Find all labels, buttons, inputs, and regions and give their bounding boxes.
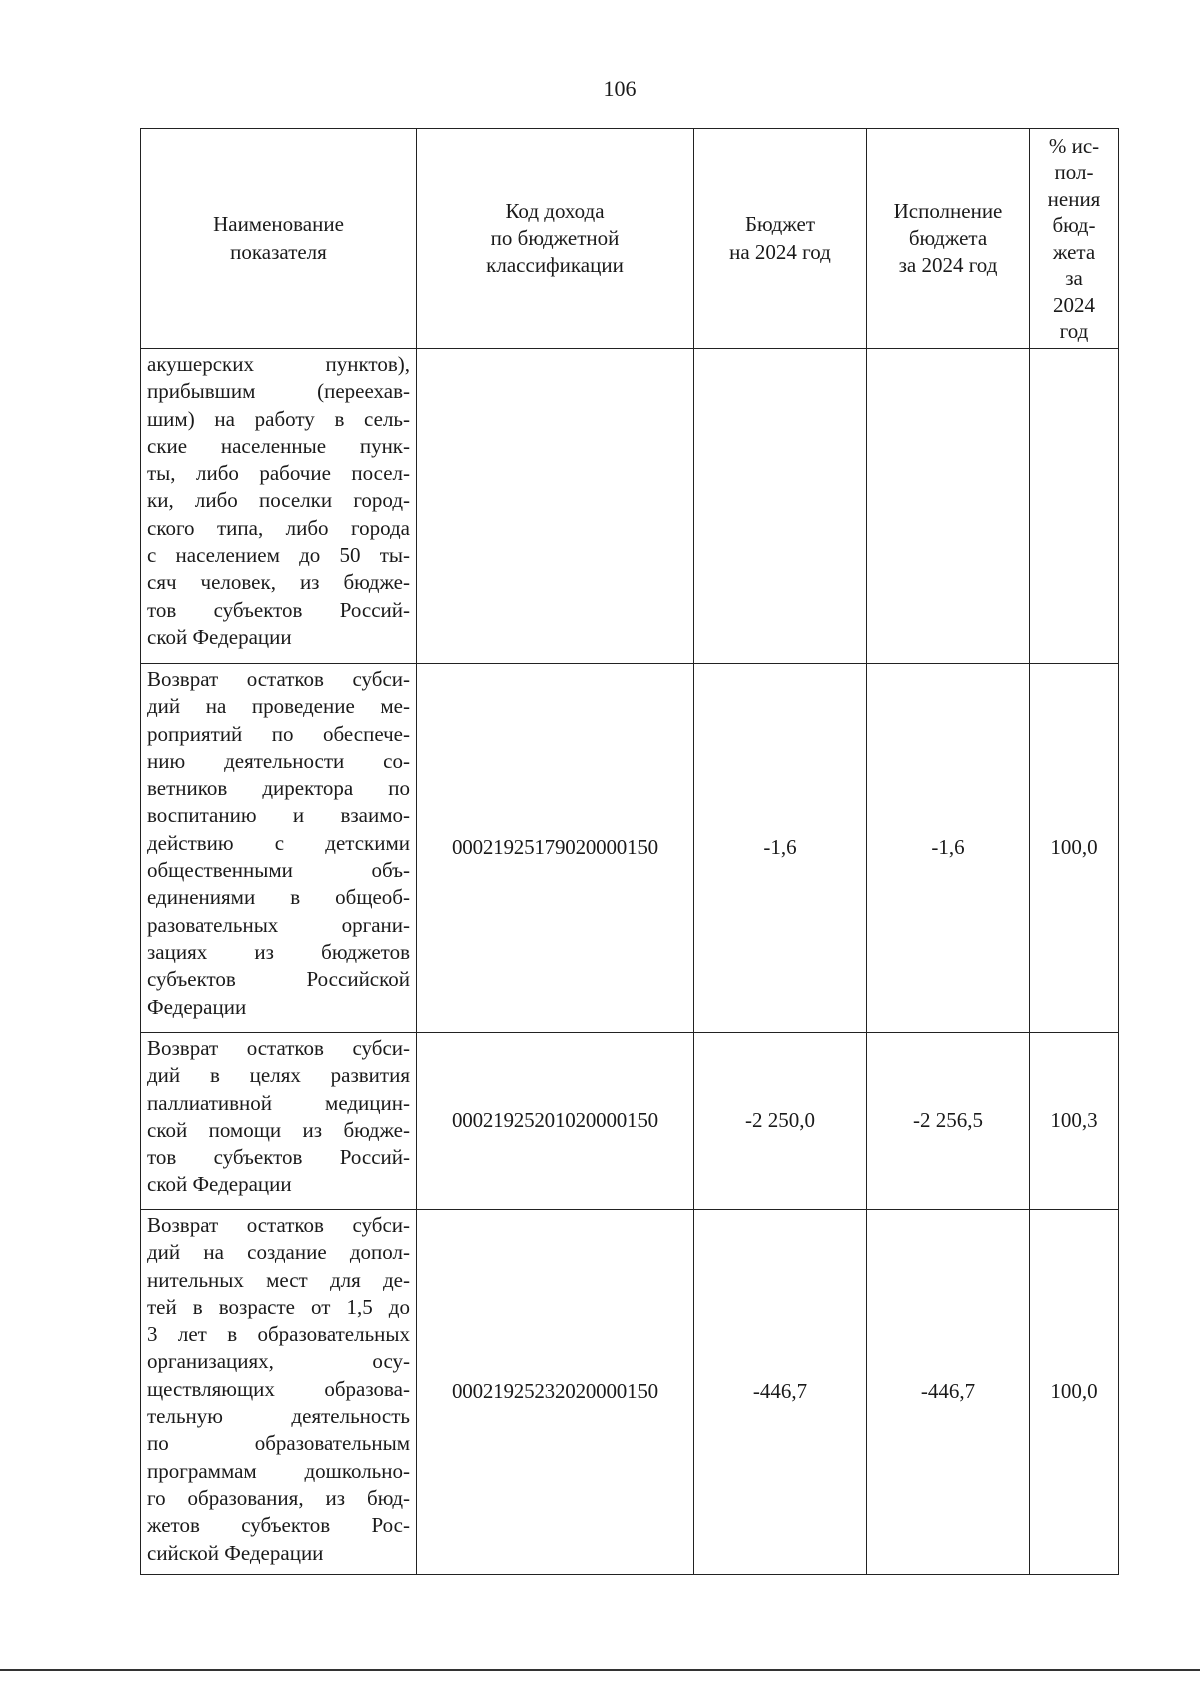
row-name-line: прибывшим (переехав- <box>147 379 410 404</box>
page-number: 106 <box>603 76 637 101</box>
header-line: Бюджет <box>744 212 816 237</box>
row-name-line: с населением до 50 ты- <box>147 543 410 568</box>
header-line: бюд- <box>1052 213 1096 237</box>
row-name-line: единениями в общеоб- <box>147 885 410 910</box>
row-budget <box>694 349 867 664</box>
row-budget: -446,7 <box>694 1210 867 1575</box>
row-name-line: тельную деятельность <box>147 1404 410 1429</box>
header-line: за <box>1065 266 1083 290</box>
row-name-line: го образования, из бюд- <box>147 1485 410 1510</box>
row-name-line: шим) на работу в сель- <box>147 406 410 431</box>
row-name-line: действию с детскими <box>147 830 410 855</box>
row-code <box>417 349 694 664</box>
header-line: показателя <box>230 239 327 264</box>
row-code: 00021925179020000150 <box>417 664 694 1033</box>
header-line: за 2024 год <box>898 253 998 278</box>
table-row <box>141 1210 1119 1575</box>
row-execution: -1,6 <box>867 664 1030 1033</box>
row-name-line: дий в целях развития <box>147 1063 410 1088</box>
row-execution: -446,7 <box>867 1210 1030 1575</box>
row-name-line: сяч человек, из бюдже- <box>147 570 410 595</box>
header-line: пол- <box>1054 160 1094 184</box>
row-name-line: сийской Федерации <box>147 1540 324 1565</box>
row-execution <box>867 349 1030 664</box>
row-name-line: дий на проведение ме- <box>147 694 410 719</box>
table-row <box>141 1033 1119 1210</box>
header-line: классификации <box>486 253 624 278</box>
row-name-line: ского типа, либо города <box>147 515 410 540</box>
row-name-line: паллиативной медицин- <box>147 1090 410 1115</box>
table-header <box>141 129 1119 349</box>
row-name-line: организациях, осу- <box>147 1349 410 1374</box>
row-name <box>141 1033 417 1210</box>
header-line: бюджета <box>908 225 988 250</box>
row-code: 00021925201020000150 <box>417 1033 694 1210</box>
table-body <box>141 349 1119 1575</box>
header-code-text <box>417 198 693 280</box>
header-percent-text <box>1030 133 1118 345</box>
row-name-line: Возврат остатков субси- <box>147 1213 410 1237</box>
row-name-line: ской помощи из бюдже- <box>147 1117 410 1142</box>
row-name-line: Возврат остатков субси- <box>147 667 410 691</box>
row-percent: 100,0 <box>1030 1210 1119 1575</box>
header-budget <box>694 129 867 349</box>
row-percent: 100,0 <box>1030 664 1119 1033</box>
row-name-line: разовательных органи- <box>147 912 410 937</box>
header-line: нения <box>1047 186 1101 211</box>
header-name <box>141 129 417 349</box>
header-code <box>417 129 694 349</box>
row-name-line: по образовательным <box>147 1431 410 1456</box>
header-line: год <box>1059 319 1089 343</box>
table-row <box>141 664 1119 1033</box>
row-name-line: ской Федерации <box>147 1172 292 1197</box>
header-row <box>141 129 1119 349</box>
header-line: Код дохода <box>505 198 605 223</box>
row-name <box>141 664 417 1033</box>
row-name-line: программам дошкольно- <box>147 1458 410 1483</box>
row-percent <box>1030 349 1119 664</box>
header-line: Наименование <box>213 212 344 237</box>
header-percent <box>1030 129 1119 349</box>
row-name-line: 3 лет в образовательных <box>147 1322 410 1347</box>
row-name <box>141 1210 417 1575</box>
header-line: на 2024 год <box>729 239 831 264</box>
row-name-line: акушерских пунктов), <box>147 352 410 376</box>
header-line: жета <box>1052 239 1096 264</box>
row-name-line: ской Федерации <box>147 624 292 649</box>
header-execution-text <box>867 198 1029 280</box>
budget-execution-table <box>140 128 1119 1575</box>
row-execution: -2 256,5 <box>867 1033 1030 1210</box>
row-code: 00021925232020000150 <box>417 1210 694 1575</box>
header-line: 2024 <box>1053 292 1095 317</box>
row-name-line: ки, либо поселки город- <box>147 488 410 513</box>
header-name-text <box>141 211 416 266</box>
row-percent: 100,3 <box>1030 1033 1119 1210</box>
header-line: % ис- <box>1048 133 1100 158</box>
row-name-line: дий на создание допол- <box>147 1240 410 1265</box>
row-name-line: нительных мест для де- <box>147 1267 410 1292</box>
row-name-line: Федерации <box>147 994 247 1019</box>
footer-rule <box>0 1669 1200 1671</box>
row-name-line: ты, либо рабочие посел- <box>147 461 410 486</box>
header-line: по бюджетной <box>490 225 620 250</box>
row-budget: -2 250,0 <box>694 1033 867 1210</box>
row-budget: -1,6 <box>694 664 867 1033</box>
row-name-line: Возврат остатков субси- <box>147 1036 410 1060</box>
row-name-line: тов субъектов Россий- <box>147 1145 410 1170</box>
row-name-line: ветников директора по <box>147 776 410 801</box>
row-name-line: роприятий по обеспече- <box>147 721 410 746</box>
header-execution <box>867 129 1030 349</box>
row-name-line: зациях из бюджетов <box>147 939 410 964</box>
row-name-line: жетов субъектов Рос- <box>147 1513 410 1538</box>
row-name-line: нию деятельности со- <box>147 748 410 773</box>
row-name-line: тов субъектов Россий- <box>147 597 410 622</box>
row-name-line: субъектов Российской <box>147 967 410 992</box>
row-name-line: общественными объ- <box>147 858 410 883</box>
header-budget-text <box>694 211 866 266</box>
row-name-line: ществляющих образова- <box>147 1376 410 1401</box>
header-line: Исполнение <box>893 198 1003 223</box>
row-name-line: тей в возрасте от 1,5 до <box>147 1294 410 1319</box>
table-row <box>141 349 1119 664</box>
row-name-line: ские населенные пунк- <box>147 433 410 458</box>
row-name <box>141 349 417 664</box>
row-name-line: воспитанию и взаимо- <box>147 803 410 828</box>
